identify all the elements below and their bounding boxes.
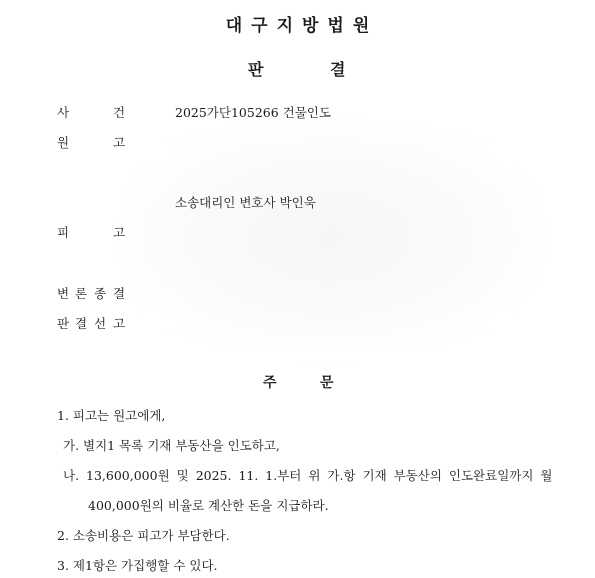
document-title-char-2: 결 [330, 60, 346, 79]
order-line-1b: 나. 13,600,000원 및 2025. 11. 1.부터 위 가.항 기재 부동산의 인도완료일까지 월 [63, 468, 553, 483]
judgment-date-label-char: 판 [57, 316, 70, 331]
court-name: 대구지방법원 [225, 16, 379, 36]
hearing-closed-label-char: 론 [75, 286, 88, 301]
hearing-closed-label-char: 변 [57, 286, 70, 301]
case-number: 2025가단105266 건물인도 [175, 105, 331, 120]
order-line-1a: 가. 별지1 목록 기재 부동산을 인도하고, [63, 438, 280, 453]
plaintiff-label-char: 원 [57, 135, 70, 150]
judgment-date-label-char: 결 [75, 316, 88, 331]
order-heading-char-2: 문 [320, 375, 334, 391]
defendant-label-char: 고 [113, 225, 126, 240]
order-line-1b-cont: 400,000원의 비율로 계산한 돈을 지급하라. [88, 498, 329, 513]
defendant-label-char: 피 [57, 225, 70, 240]
judgment-date-label-char: 선 [94, 316, 107, 331]
order-line-3: 3. 제1항은 가집행할 수 있다. [57, 558, 218, 573]
order-line-1: 1. 피고는 원고에게, [57, 408, 166, 423]
document-title-char-1: 판 [248, 60, 264, 79]
redacted-area [130, 130, 530, 345]
judgment-date-label-char: 고 [113, 316, 126, 331]
order-line-2: 2. 소송비용은 피고가 부담한다. [57, 528, 230, 543]
plaintiff-attorney: 소송대리인 변호사 박인욱 [175, 195, 316, 210]
case-label-char: 사 [57, 105, 70, 120]
order-heading-char-1: 주 [263, 375, 277, 391]
hearing-closed-label-char: 결 [113, 286, 126, 301]
hearing-closed-label-char: 종 [94, 286, 107, 301]
case-label-char: 건 [113, 105, 126, 120]
plaintiff-label-char: 고 [113, 135, 126, 150]
